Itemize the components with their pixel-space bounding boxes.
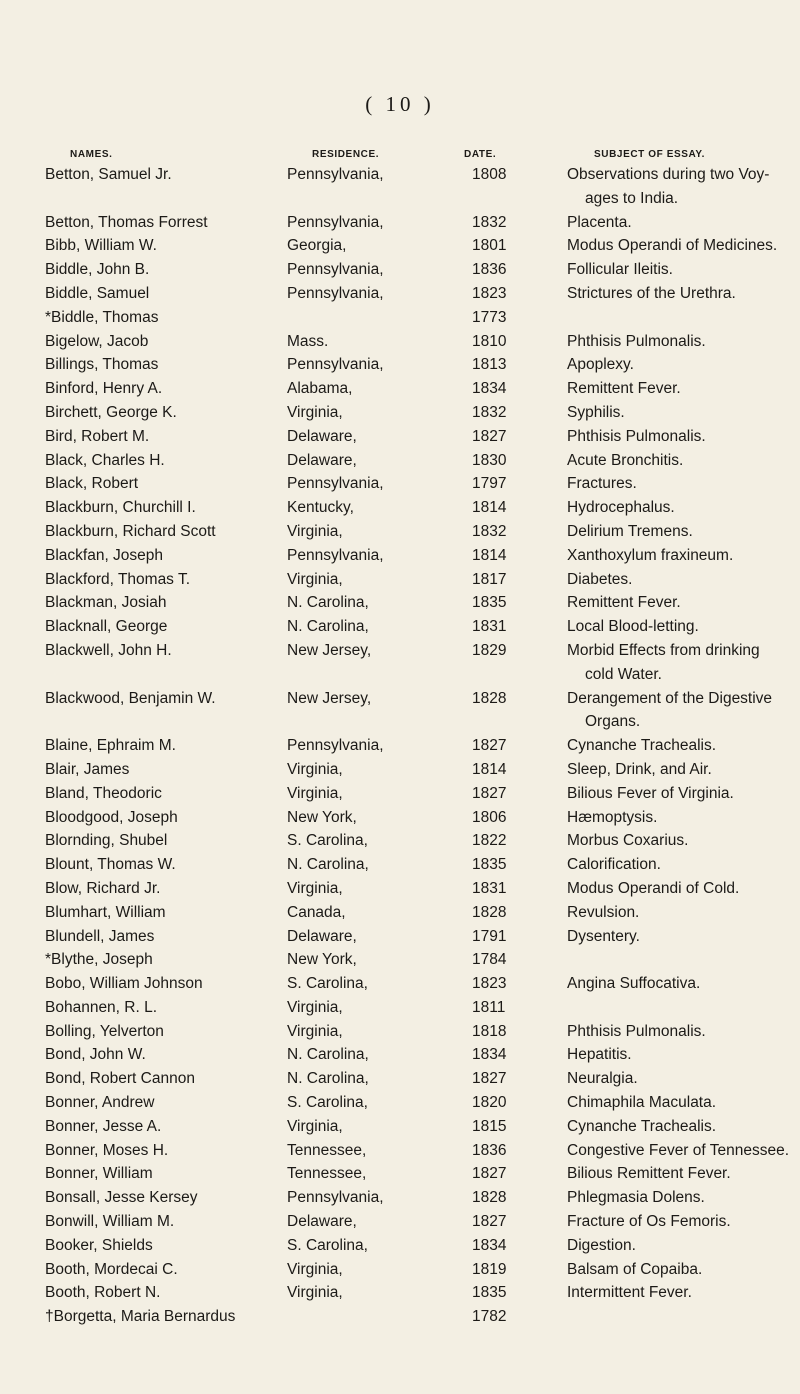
entry-date: 1827 [472, 737, 507, 755]
entry-date: 1823 [472, 284, 507, 302]
table-row [0, 782, 800, 806]
entry-residence: Pennsylvania, [287, 213, 384, 231]
entry-residence: Virginia, [287, 1284, 343, 1302]
entry-subject-text: Derangement of the Digestive [567, 689, 773, 707]
entry-date: 1827 [472, 1070, 507, 1088]
entry-subject [567, 806, 792, 830]
entry-subject [567, 758, 792, 782]
entry-subject [567, 520, 792, 544]
table-row [0, 1115, 800, 1139]
entry-subject [567, 1139, 792, 1163]
entry-name: Bond, John W. [45, 1046, 146, 1064]
table-row [0, 520, 800, 544]
entry-date: 1832 [472, 213, 507, 231]
entry-name: Bonwill, William M. [45, 1213, 175, 1231]
entry-residence: Virginia, [287, 570, 343, 588]
table-row [0, 1258, 800, 1282]
entry-subject-text: Hydrocephalus. [567, 499, 675, 517]
entry-subject [567, 568, 792, 592]
table-row [0, 377, 800, 401]
entry-subject-text: Modus Operandi of Cold. [567, 879, 740, 897]
entry-subject-text: Dysentery. [567, 927, 640, 945]
entry-name: Bonner, Andrew [45, 1094, 155, 1112]
table-row [0, 330, 800, 354]
entry-residence: Tennessee, [287, 1165, 367, 1183]
table-row [0, 1139, 800, 1163]
entry-residence: Delaware, [287, 927, 357, 945]
entry-residence: Virginia, [287, 1022, 343, 1040]
entry-date: 1773 [472, 308, 507, 326]
entry-date: 1827 [472, 1165, 507, 1183]
entry-name: Booker, Shields [45, 1236, 153, 1254]
table-row [0, 1067, 800, 1091]
entry-name: Bonner, Jesse A. [45, 1117, 162, 1135]
entry-name: Blount, Thomas W. [45, 856, 176, 874]
header-subject: SUBJECT OF ESSAY. [594, 149, 705, 160]
entry-residence: Virginia, [287, 1117, 343, 1135]
table-row [0, 353, 800, 377]
entry-subject-text: Modus Operandi of Medicines. [567, 237, 778, 255]
entry-name: Blair, James [45, 760, 130, 778]
entry-residence: Virginia, [287, 1260, 343, 1278]
entry-residence: Tennessee, [287, 1141, 367, 1159]
entry-subject [567, 687, 792, 735]
entry-residence: Pennsylvania, [287, 356, 384, 374]
table-row [0, 925, 800, 949]
entries-table [0, 163, 800, 1329]
entry-subject [567, 901, 792, 925]
entry-name: Blackman, Josiah [45, 594, 167, 612]
entry-subject-text: Bilious Remittent Fever. [567, 1165, 731, 1183]
entry-subject-text: Acute Bronchitis. [567, 451, 684, 469]
entry-subject [567, 829, 792, 853]
table-row [0, 306, 800, 330]
table-row [0, 282, 800, 306]
table-row [0, 996, 800, 1020]
entry-subject [567, 377, 792, 401]
entry-subject [567, 330, 792, 354]
entry-name: Bond, Robert Cannon [45, 1070, 195, 1088]
entry-residence: S. Carolina, [287, 832, 368, 850]
entry-name: *Blythe, Joseph [45, 951, 153, 969]
entry-date: 1834 [472, 380, 507, 398]
entry-name: Blow, Richard Jr. [45, 879, 161, 897]
entry-subject [567, 853, 792, 877]
entry-date: 1814 [472, 546, 507, 564]
header-residence: RESIDENCE. [312, 149, 380, 160]
entry-name: Bonner, William [45, 1165, 153, 1183]
entry-date: 1827 [472, 784, 507, 802]
entry-residence: Pennsylvania, [287, 166, 384, 183]
entry-subject [567, 1210, 792, 1234]
table-row [0, 211, 800, 235]
entry-date: 1828 [472, 903, 507, 921]
entry-subject-text: Phthisis Pulmonalis. [567, 332, 706, 350]
table-row [0, 687, 800, 735]
entry-subject [567, 1043, 792, 1067]
entry-subject-text: Observations during two Voy- [567, 166, 770, 183]
entry-subject-continuation: cold Water. [585, 665, 662, 683]
entry-subject [567, 734, 792, 758]
entry-residence: N. Carolina, [287, 856, 369, 874]
table-row [0, 1043, 800, 1067]
entry-subject [567, 401, 792, 425]
entry-date: 1819 [472, 1260, 507, 1278]
entry-date: 1813 [472, 356, 507, 374]
entry-subject-text: Xanthoxylum fraxineum. [567, 546, 734, 564]
entry-subject [567, 1020, 792, 1044]
entry-subject [567, 1115, 792, 1139]
entry-residence: New Jersey, [287, 641, 372, 659]
table-row [0, 901, 800, 925]
entry-name: Blundell, James [45, 927, 155, 945]
entry-name: Blackburn, Churchill I. [45, 499, 196, 517]
entry-subject-text: Cynanche Trachealis. [567, 737, 717, 755]
table-row [0, 163, 800, 211]
entry-name: *Biddle, Thomas [45, 308, 159, 326]
entry-subject-text: Phlegmasia Dolens. [567, 1189, 705, 1207]
entry-date: 1828 [472, 1189, 507, 1207]
entry-name: Bohannen, R. L. [45, 998, 158, 1016]
entry-date: 1832 [472, 522, 507, 540]
entry-name: Booth, Mordecai C. [45, 1260, 178, 1278]
entry-subject [567, 282, 792, 306]
table-row [0, 1091, 800, 1115]
entry-subject [567, 234, 792, 258]
entry-date: 1817 [472, 570, 507, 588]
entry-subject [567, 1281, 792, 1305]
entry-residence: Alabama, [287, 380, 353, 398]
entry-subject [567, 639, 792, 687]
entry-subject [567, 925, 792, 949]
table-row [0, 829, 800, 853]
entry-name: Bonner, Moses H. [45, 1141, 169, 1159]
entry-name: Bigelow, Jacob [45, 332, 149, 350]
table-row [0, 544, 800, 568]
entry-date: 1834 [472, 1236, 507, 1254]
entry-name: Blackford, Thomas T. [45, 570, 191, 588]
entry-subject [567, 1162, 792, 1186]
entry-name: Blackburn, Richard Scott [45, 522, 216, 540]
entry-subject-text: Cynanche Trachealis. [567, 1117, 717, 1135]
entry-name: Blaine, Ephraim M. [45, 737, 176, 755]
entry-date: 1784 [472, 951, 507, 969]
entry-date: 1828 [472, 689, 507, 707]
header-names: NAMES. [70, 149, 113, 160]
entry-subject-text: Neuralgia. [567, 1070, 638, 1088]
entry-name: Bobo, William Johnson [45, 975, 203, 993]
entry-name: Black, Robert [45, 475, 139, 493]
table-row [0, 234, 800, 258]
entry-residence: Georgia, [287, 237, 347, 255]
entry-date: 1836 [472, 1141, 507, 1159]
entry-subject-text: Digestion. [567, 1236, 636, 1254]
entry-name: Blackfan, Joseph [45, 546, 164, 564]
entry-name: Betton, Samuel Jr. [45, 166, 172, 183]
entry-name: Blornding, Shubel [45, 832, 168, 850]
entry-date: 1801 [472, 237, 507, 255]
entry-subject [567, 1258, 792, 1282]
entry-date: 1811 [472, 998, 506, 1016]
entry-name: Betton, Thomas Forrest [45, 213, 208, 231]
entry-subject [567, 591, 792, 615]
entry-residence: New York, [287, 808, 357, 826]
entry-residence: Virginia, [287, 784, 343, 802]
entry-subject-text: Sleep, Drink, and Air. [567, 760, 712, 778]
entry-date: 1814 [472, 499, 507, 517]
entry-subject [567, 496, 792, 520]
entry-name: Biddle, Samuel [45, 284, 150, 302]
entry-subject-text: Morbid Effects from drinking [567, 641, 760, 659]
entry-residence: Pennsylvania, [287, 284, 384, 302]
table-row [0, 449, 800, 473]
table-row [0, 591, 800, 615]
entry-residence: Delaware, [287, 427, 357, 445]
entry-residence: S. Carolina, [287, 1094, 368, 1112]
entry-residence: N. Carolina, [287, 618, 369, 636]
entry-name: Biddle, John B. [45, 261, 150, 279]
entry-residence: Pennsylvania, [287, 261, 384, 279]
table-row [0, 1281, 800, 1305]
entry-subject-continuation: Organs. [585, 713, 641, 731]
entry-residence: S. Carolina, [287, 1236, 368, 1254]
entry-date: 1830 [472, 451, 507, 469]
entry-date: 1835 [472, 856, 507, 874]
entry-subject-text: Congestive Fever of Tennessee. [567, 1141, 790, 1159]
entry-date: 1810 [472, 332, 507, 350]
table-row [0, 758, 800, 782]
entry-date: 1831 [472, 879, 507, 897]
table-row [0, 568, 800, 592]
entry-date: 1835 [472, 1284, 507, 1302]
entry-residence: Virginia, [287, 760, 343, 778]
entry-residence: N. Carolina, [287, 1070, 369, 1088]
entry-name: †Borgetta, Maria Bernardus [45, 1308, 236, 1326]
entry-name: Booth, Robert N. [45, 1284, 161, 1302]
entry-subject-text: Chimaphila Maculata. [567, 1094, 717, 1112]
entry-subject-continuation: ages to India. [585, 189, 679, 207]
entry-residence: Delaware, [287, 451, 357, 469]
entry-subject [567, 1186, 792, 1210]
entry-subject-text: Remittent Fever. [567, 380, 681, 398]
entry-subject [567, 877, 792, 901]
table-row [0, 853, 800, 877]
entry-subject [567, 472, 792, 496]
entry-name: Bland, Theodoric [45, 784, 162, 802]
entry-subject [567, 544, 792, 568]
entry-subject [567, 211, 792, 235]
entry-name: Black, Charles H. [45, 451, 165, 469]
entry-residence: Delaware, [287, 1213, 357, 1231]
entry-date: 1829 [472, 641, 507, 659]
table-row [0, 615, 800, 639]
page-number: ( 10 ) [365, 92, 435, 116]
entry-subject-text: Fracture of Os Femoris. [567, 1213, 731, 1231]
entry-residence: Kentucky, [287, 499, 354, 517]
entry-name: Blacknall, George [45, 618, 168, 636]
entry-name: Blackwell, John H. [45, 641, 172, 659]
entry-date: 1808 [472, 166, 507, 183]
entry-subject-text: Placenta. [567, 213, 632, 231]
entry-date: 1836 [472, 261, 507, 279]
entry-subject [567, 1234, 792, 1258]
entry-name: Birchett, George K. [45, 403, 177, 421]
entry-subject [567, 163, 792, 211]
entry-subject-text: Hæmoptysis. [567, 808, 658, 826]
entry-name: Blackwood, Benjamin W. [45, 689, 216, 707]
entry-name: Binford, Henry A. [45, 380, 163, 398]
header-date: DATE. [464, 149, 497, 160]
entry-subject [567, 353, 792, 377]
table-row [0, 1234, 800, 1258]
table-row [0, 401, 800, 425]
entry-residence: New York, [287, 951, 357, 969]
entry-residence: Virginia, [287, 998, 343, 1016]
entry-residence: New Jersey, [287, 689, 372, 707]
entry-subject [567, 258, 792, 282]
entry-residence: N. Carolina, [287, 1046, 369, 1064]
entry-residence: Pennsylvania, [287, 546, 384, 564]
entry-subject-text: Bilious Fever of Virginia. [567, 784, 734, 802]
entry-subject-text: Revulsion. [567, 903, 640, 921]
entry-subject [567, 425, 792, 449]
table-row [0, 1186, 800, 1210]
entry-date: 1835 [472, 594, 507, 612]
table-row [0, 1162, 800, 1186]
entry-subject-text: Follicular Ileitis. [567, 261, 673, 279]
entry-date: 1827 [472, 427, 507, 445]
table-row [0, 258, 800, 282]
entry-residence: Virginia, [287, 403, 343, 421]
table-row [0, 806, 800, 830]
entry-subject-text: Calorification. [567, 856, 661, 874]
entry-subject-text: Delirium Tremens. [567, 522, 693, 540]
entry-residence: Pennsylvania, [287, 1189, 384, 1207]
entry-date: 1827 [472, 1213, 507, 1231]
entry-date: 1782 [472, 1308, 507, 1326]
entry-residence: Pennsylvania, [287, 475, 384, 493]
entry-name: Bibb, William W. [45, 237, 157, 255]
entry-name: Bloodgood, Joseph [45, 808, 178, 826]
table-row [0, 734, 800, 758]
entry-subject [567, 972, 792, 996]
entry-subject-text: Phthisis Pulmonalis. [567, 1022, 706, 1040]
entry-residence: Canada, [287, 903, 346, 921]
column-headers [0, 149, 800, 163]
table-row [0, 972, 800, 996]
entry-name: Billings, Thomas [45, 356, 159, 374]
entry-subject-text: Syphilis. [567, 403, 625, 421]
entry-subject-text: Phthisis Pulmonalis. [567, 427, 706, 445]
table-row [0, 948, 800, 972]
entry-date: 1815 [472, 1117, 507, 1135]
entry-name: Bird, Robert M. [45, 427, 150, 445]
entry-subject [567, 615, 792, 639]
table-row [0, 639, 800, 687]
entry-subject-text: Balsam of Copaiba. [567, 1260, 703, 1278]
entry-subject-text: Diabetes. [567, 570, 633, 588]
entry-residence: N. Carolina, [287, 594, 369, 612]
entry-date: 1818 [472, 1022, 507, 1040]
entry-date: 1831 [472, 618, 507, 636]
table-row [0, 1210, 800, 1234]
entry-date: 1797 [472, 475, 507, 493]
entry-subject-text: Local Blood-letting. [567, 618, 699, 636]
entry-residence: Mass. [287, 332, 329, 350]
entry-subject-text: Angina Suffocativa. [567, 975, 701, 993]
table-row [0, 425, 800, 449]
entry-date: 1834 [472, 1046, 507, 1064]
entry-name: Blumhart, William [45, 903, 166, 921]
entry-subject [567, 782, 792, 806]
table-row [0, 1305, 800, 1329]
entry-subject [567, 1067, 792, 1091]
table-row [0, 877, 800, 901]
entry-subject [567, 449, 792, 473]
entry-name: Bonsall, Jesse Kersey [45, 1189, 198, 1207]
entry-subject-text: Apoplexy. [567, 356, 634, 374]
entry-date: 1822 [472, 832, 507, 850]
entry-date: 1820 [472, 1094, 507, 1112]
table-row [0, 472, 800, 496]
entry-subject-text: Morbus Coxarius. [567, 832, 689, 850]
entry-residence: Virginia, [287, 522, 343, 540]
entry-subject [567, 1091, 792, 1115]
entry-date: 1791 [472, 927, 507, 945]
entry-subject-text: Hepatitis. [567, 1046, 632, 1064]
entry-subject-text: Remittent Fever. [567, 594, 681, 612]
table-row [0, 1020, 800, 1044]
entry-subject-text: Strictures of the Urethra. [567, 284, 736, 302]
entry-subject-text: Fractures. [567, 475, 637, 493]
entry-date: 1814 [472, 760, 507, 778]
entry-residence: S. Carolina, [287, 975, 368, 993]
table-row [0, 496, 800, 520]
entry-name: Bolling, Yelverton [45, 1022, 164, 1040]
entry-date: 1823 [472, 975, 507, 993]
entry-date: 1832 [472, 403, 507, 421]
entry-residence: Pennsylvania, [287, 737, 384, 755]
entry-residence: Virginia, [287, 879, 343, 897]
entry-date: 1806 [472, 808, 507, 826]
entry-subject-text: Intermittent Fever. [567, 1284, 692, 1302]
